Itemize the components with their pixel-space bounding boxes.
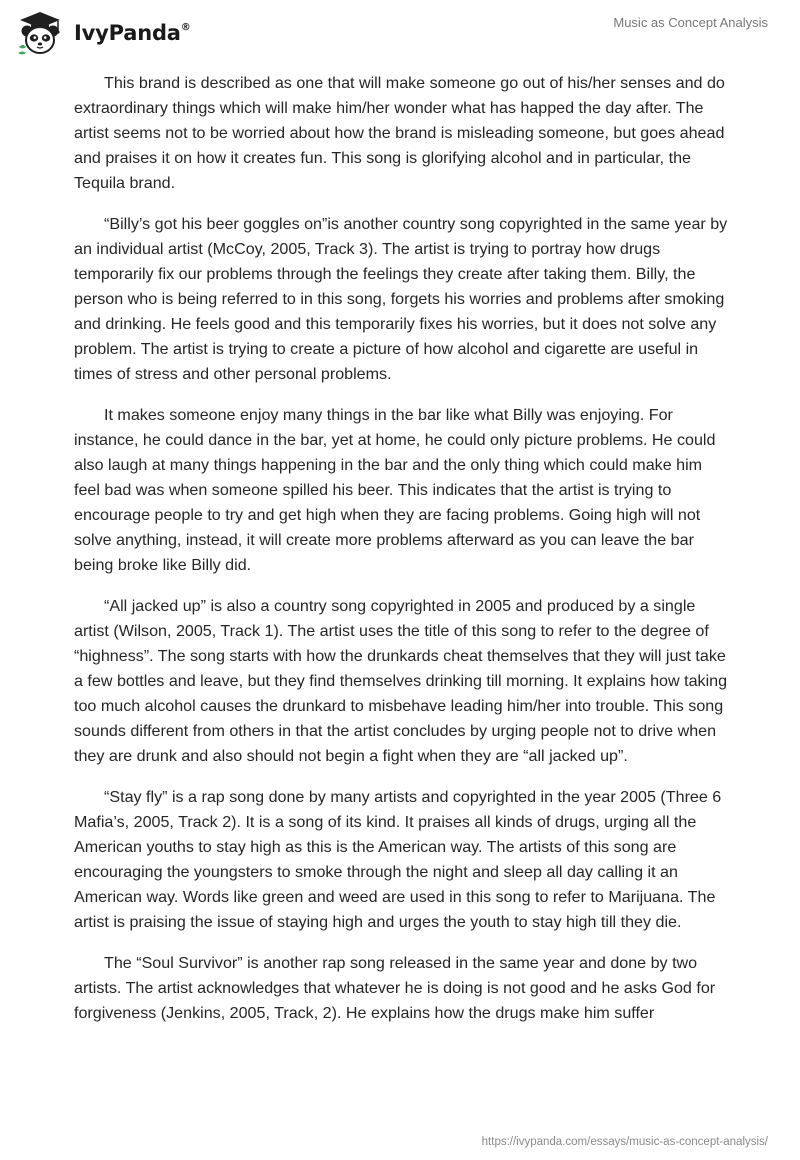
page-header [0,0,800,70]
paragraph: This brand is described as one that will make someone go out of his/her senses and do extraordinary things which will make him/her wonder what has happed the day after. The artist seems not to be worried about how the brand is misleading someone, but goes ahead and praises it on how it creates fun. This song is glorifying alcohol and in particular, the Tequila brand. [74,74,725,192]
essay-body [74,71,730,1042]
paragraph: The “Soul Survivor” is another rap song released in the same year and done by two artists. The artist acknowledges that whatever he is doing is not good and he asks God for forgiveness (Jenkins, 2005, Track, 2). He explains how the drugs make him suffer [74,954,716,1022]
panda-graduate-icon [14,9,66,57]
paragraph: “All jacked up” is also a country song copyrighted in 2005 and produced by a single artist (Wilson, 2005, Track 1). The artist uses the title of this song to refer to the degree of “highness”. The song starts with how the drunkards cheat themselves that they will just take a few bottles and leave, but they find themselves drinking till morning. It explains how taking too much alcohol causes the drunkard to misbehave leading him/her into trouble. This song sounds different from others in that the artist concludes by urging people not to drive when they are drunk and also should not begin a fight when they are “all jacked up”. [74,597,728,765]
source-url[interactable]: https://ivypanda.com/essays/music-as-concept-analysis/ [481,1136,768,1148]
paragraph: “Stay fly” is a rap song done by many artists and copyrighted in the year 2005 (Three 6 Mafia’s, 2005, Track 2). It is a song of its kind. It praises all kinds of drugs, urging all the American youths to stay high as this is the American way. The artists of this song are encouraging the youngsters to smoke through the night and sleep all day calling it an American way. Words like green and weed are used in this song to refer to Marijuana. The artist is praising the issue of staying high and urges the youth to stay high till they die. [74,788,722,931]
paragraph: “Billy’s got his beer goggles on”is another country song copyrighted in the same year by an individual artist (McCoy, 2005, Track 3). The artist is trying to portray how drugs temporarily fix our problems through the feelings they create after taking them. Billy, the person who is being referred to in this song, forgets his worries and problems after smoking and drinking. He feels good and this temporarily fixes his worries, but it does not solve any problem. The artist is trying to create a picture of how alcohol and cigarette are useful in times of stress and other personal problems. [74,215,728,383]
paragraph: It makes someone enjoy many things in the bar like what Billy was enjoying. For instance, he could dance in the bar, yet at home, he could only picture problems. He could also laugh at many things happening in the bar and the only thing which could make him feel bad was when someone spilled his beer. This indicates that the artist is trying to encourage people to try and get high when they are facing problems. Going high will not solve anything, instead, it will create more problems afterward as you can leave the bar being broke like Billy did. [74,406,716,574]
ivypanda-logo[interactable] [14,9,191,57]
brand-name: IvyPanda® [74,21,191,45]
document-title: Music as Concept Analysis [613,15,768,30]
